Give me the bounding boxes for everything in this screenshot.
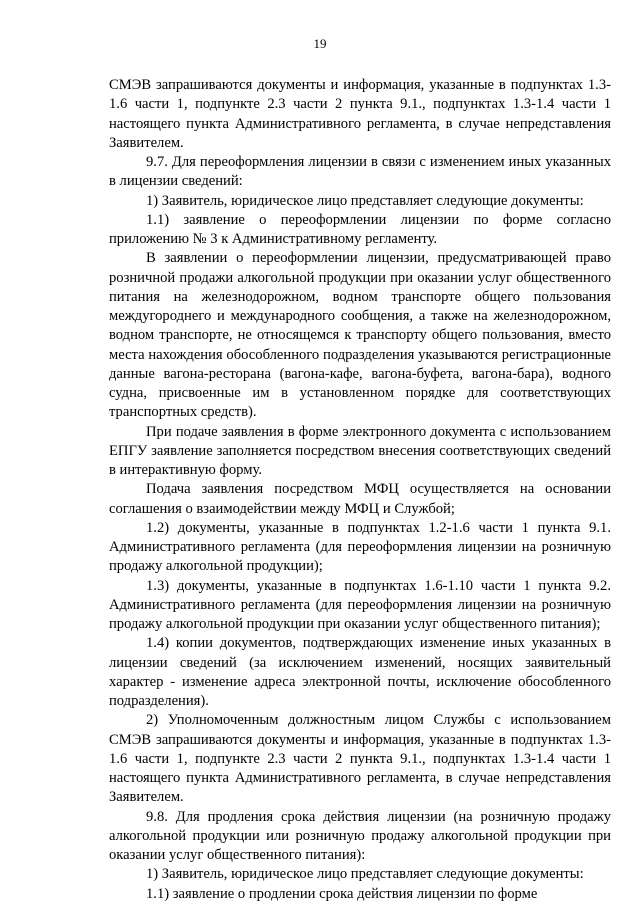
paragraph-smev-request-continued: СМЭВ запрашиваются документы и информация, указанные в подпунктах 1.3-1.6 части 1, подпункте 2.3 части 2 пункта 9.1., подпунктах 1.3-1.4 части 1 настоящего пункта Административного регламента, в случае непредставления Заявителем. xyxy=(109,77,611,151)
page-number: 19 xyxy=(313,36,327,51)
paragraph-1-4-copies: 1.4) копии документов, подтверждающих изменение иных указанных в лицензии сведений (за исключением изменений, носящих заявительный характер - изменение адреса электронной почты, исключение обособленного подразделения). xyxy=(109,635,611,709)
paragraph-1-3-documents: 1.3) документы, указанные в подпунктах 1.6-1.10 части 1 пункта 9.2. Административного регламента (для переоформления лицензии на розничную продажу алкогольной продукции при оказании услуг общественного питания); xyxy=(109,577,611,632)
paragraph-2-official-request: 2) Уполномоченным должностным лицом Службы с использованием СМЭВ запрашиваются документы и информация, указанные в подпунктах 1.3-1.6 части 1, подпункте 2.3 части 2 пункта 9.1., подпунктах 1.3-1.4 части 1 настоящего пункта Административного регламента, в случае непредставления Заявителем. xyxy=(109,712,611,806)
paragraph-1-1-extension-application: 1.1) заявление о продлении срока действия лицензии по форме xyxy=(146,885,538,902)
paragraph-applicant-documents: 1) Заявитель, юридическое лицо представляет следующие документы: xyxy=(146,192,584,209)
paragraph-epgu-submission: При подаче заявления в форме электронного документа с использованием ЕПГУ заявление заполняется посредством внесения соответствующих сведений в интерактивную форму. xyxy=(109,423,611,478)
paragraph-9-7-heading: 9.7. Для переоформления лицензии в связи с изменением иных указанных в лицензии сведений: xyxy=(109,154,611,190)
paragraph-9-8-heading: 9.8. Для продления срока действия лицензии (на розничную продажу алкогольной продукции или розничную продажу алкогольной продукции при оказании услуг общественного питания): xyxy=(109,808,611,863)
paragraph-transport-details: В заявлении о переоформлении лицензии, предусматривающей право розничной продажи алкогольной продукции при оказании услуг общественного питания на железнодорожном, водном транспорте общего пользования междугороднего и международного сообщения, а также на железнодорожном, водном транспорте, не относящемся к транспорту общего пользования, вместо места нахождения обособленного подразделения указываются регистрационные данные вагона-ресторана (вагона-кафе, вагона-буфета, вагона-бара), водного судна, присвоенные им в установленном порядке для соответствующих транспортных средств). xyxy=(109,250,611,421)
paragraph-1-1-application: 1.1) заявление о переоформлении лицензии по форме согласно приложению № 3 к Административному регламенту. xyxy=(109,211,611,247)
paragraph-mfc-submission: Подача заявления посредством МФЦ осуществляется на основании соглашения о взаимодействии между МФЦ и Службой; xyxy=(109,481,611,517)
document-body xyxy=(109,76,611,904)
paragraph-1-2-documents: 1.2) документы, указанные в подпунктах 1.2-1.6 части 1 пункта 9.1. Административного регламента (для переоформления лицензии на розничную продажу алкогольной продукции); xyxy=(109,519,611,575)
paragraph-applicant-documents-2: 1) Заявитель, юридическое лицо представляет следующие документы: xyxy=(146,866,584,883)
